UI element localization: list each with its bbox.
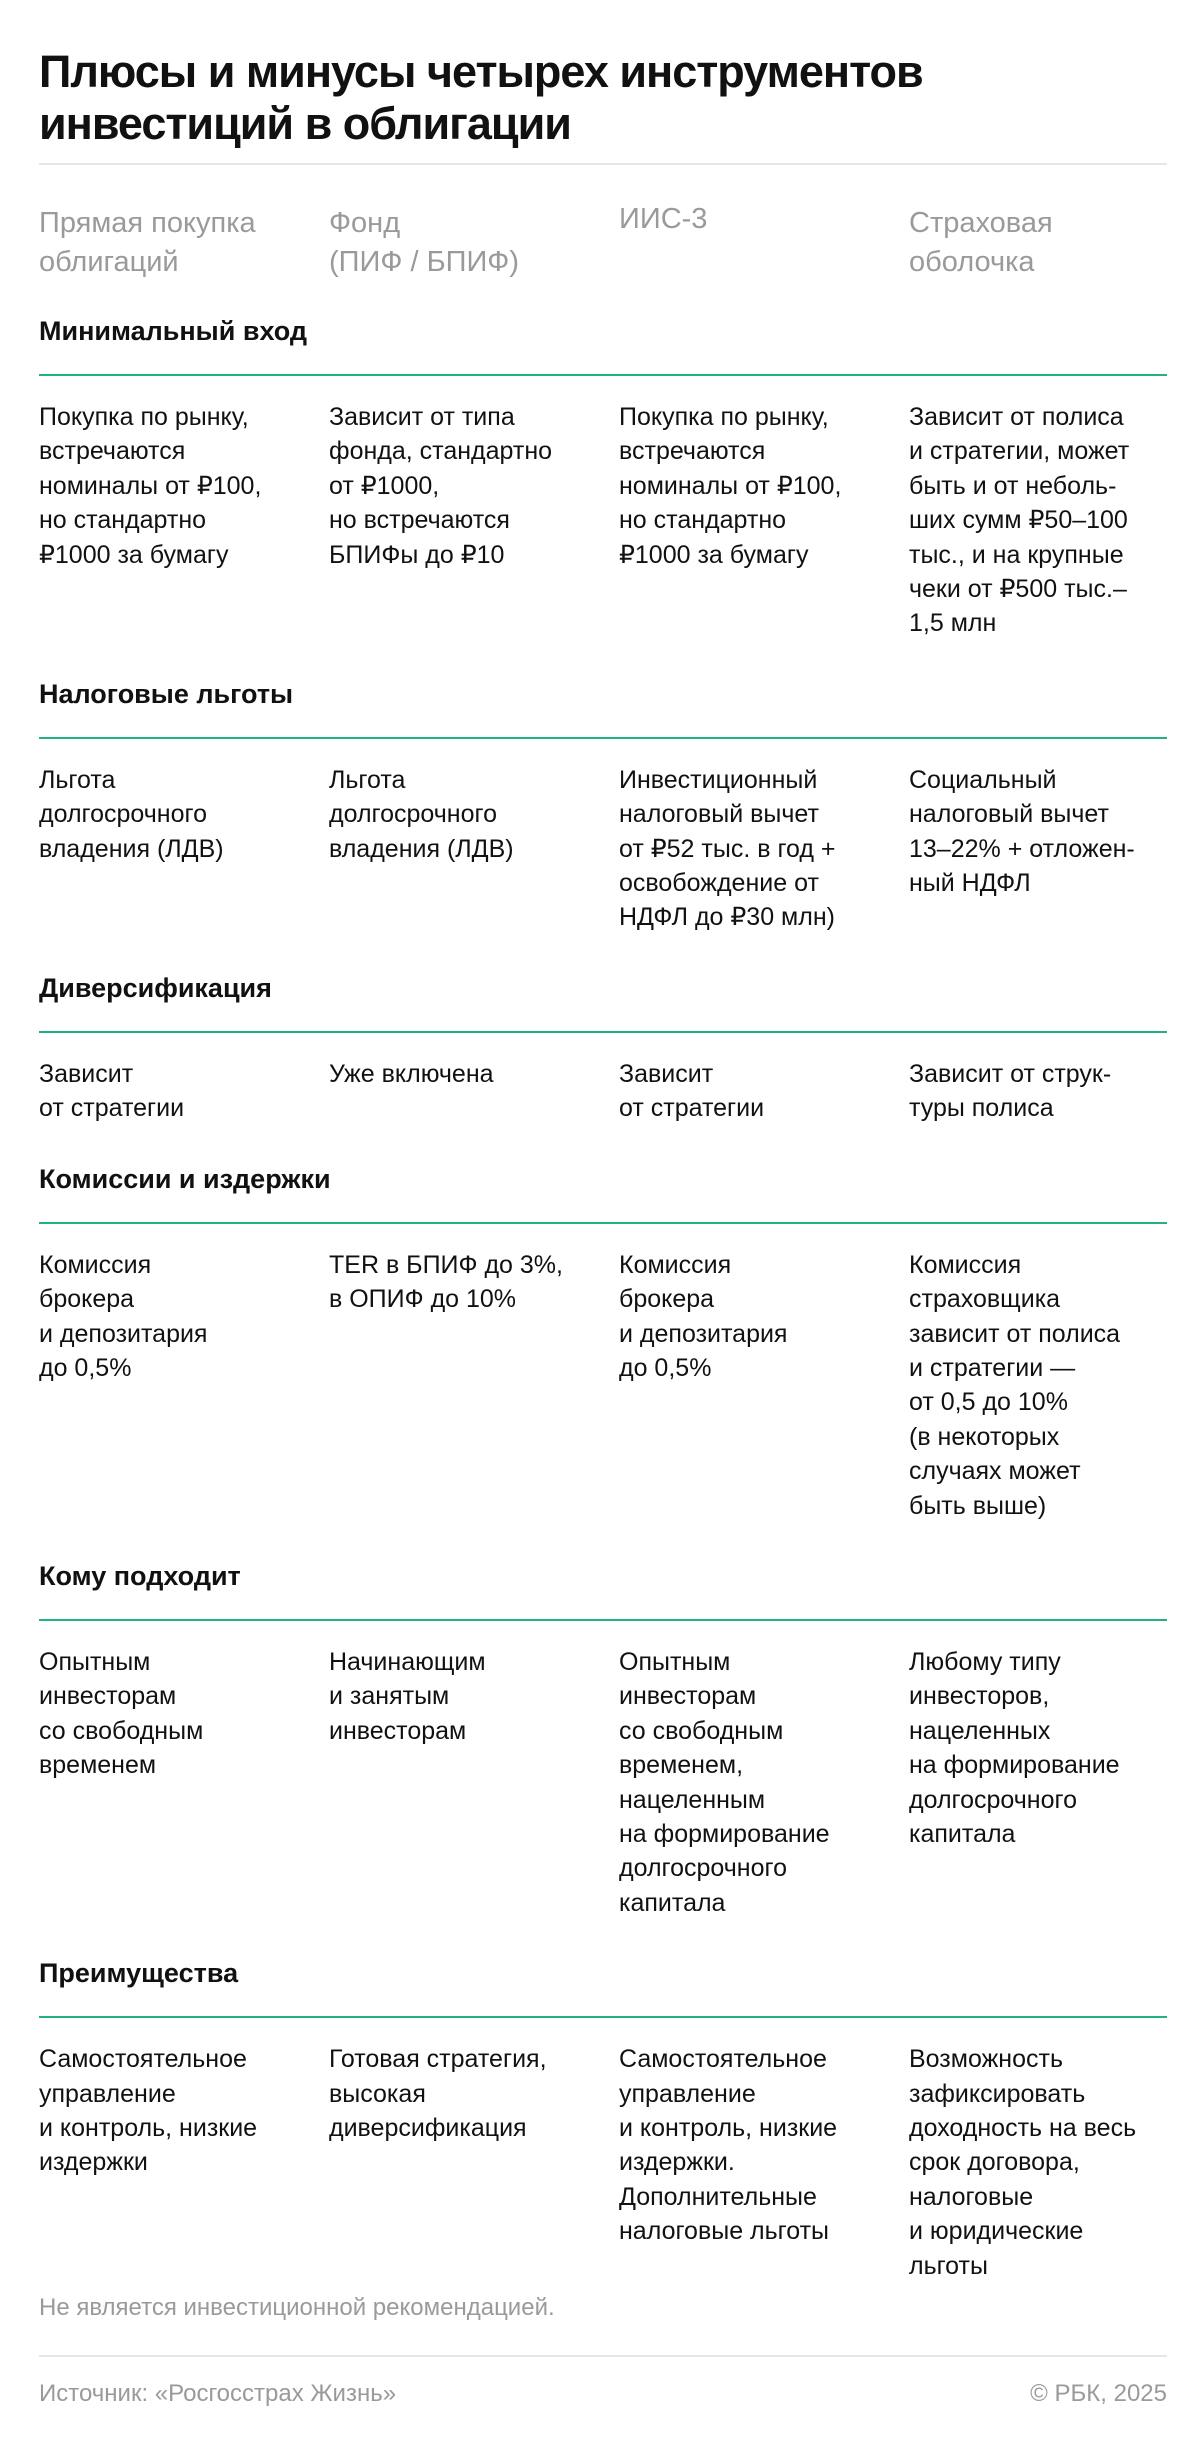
column-header-direct: Прямая покупка облигаций (39, 207, 256, 278)
column-header-fund: Фонд (ПИФ / БПИФ) (329, 207, 519, 278)
cell-fund: Льгота долгосрочного владения (ЛДВ) (329, 765, 514, 863)
cell-iis: Опытным инвесторам со свободным временем, нацеленным на формирование долгосрочного капитала (619, 1647, 830, 1917)
section (39, 1162, 1167, 1523)
cell-fund: Начинающим и занятым инвесторам (329, 1647, 486, 1745)
section-title: Преимущества (39, 1956, 1167, 2018)
page-title: Плюсы и минусы четырех инструментов инвестиций в облигации (39, 46, 923, 149)
table-row (39, 739, 1167, 935)
cell-direct: Опытным инвесторам со свободным временем (39, 1647, 204, 1780)
copyright: © РБК, 2025 (1030, 2380, 1167, 2407)
table-row (39, 376, 1167, 641)
section (39, 314, 1167, 641)
cell-direct: Зависит от стратегии (39, 1059, 185, 1123)
column-headers (39, 204, 1165, 282)
column-header-insurance: Страховая оболочка (909, 207, 1053, 278)
table-row (39, 1621, 1167, 1920)
section-title: Диверсификация (39, 971, 1167, 1033)
cell-iis: Комиссия брокера и депозитария до 0,5% (619, 1250, 788, 1382)
comparison-table (39, 314, 1167, 2319)
cell-insurance: Возможность зафиксировать доходность на весь срок договора, налоговые и юридические льготы (909, 2045, 1137, 2280)
cell-direct: Комиссия брокера и депозитария до 0,5% (39, 1250, 208, 1382)
cell-insurance: Зависит от струк- туры полиса (909, 1059, 1112, 1123)
column-header-iis: ИИС-3 (619, 203, 708, 235)
section (39, 1956, 1167, 2283)
cell-iis: Самостоятельное управление и контроль, низкие издержки. Дополнительные налоговые льготы (619, 2045, 838, 2246)
cell-insurance: Зависит от полиса и стратегии, может быть и от неболь- ших сумм ₽50–100 тыс., и на крупные чеки от ₽500 тыс.– 1,5 млн (909, 403, 1130, 638)
table-row (39, 2018, 1167, 2283)
cell-fund: Уже включена (329, 1059, 494, 1088)
divider (39, 163, 1167, 165)
table-row (39, 1033, 1167, 1126)
cell-direct: Самостоятельное управление и контроль, низкие издержки (39, 2045, 258, 2177)
cell-iis: Покупка по рынку, встречаются номиналы от ₽100, но стандартно ₽1000 за бумагу (619, 403, 842, 569)
cell-direct: Льгота долгосрочного владения (ЛДВ) (39, 765, 224, 863)
cell-insurance: Комиссия страховщика зависит от полиса и стратегии — от 0,5 до 10% (в некоторых случаях может быть выше) (909, 1250, 1121, 1520)
cell-insurance: Социальный налоговый вычет 13–22% + отложен- ный НДФЛ (909, 765, 1135, 898)
source: Источник: «Росгосстрах Жизнь» (39, 2380, 397, 2407)
section-title: Комиссии и издержки (39, 1162, 1167, 1224)
section (39, 1559, 1167, 1920)
section-title: Минимальный вход (39, 314, 1167, 376)
footer-divider (39, 2355, 1167, 2357)
cell-fund: Готовая стратегия, высокая диверсификация (329, 2045, 547, 2142)
section (39, 677, 1167, 935)
table-row (39, 1224, 1167, 1523)
footer (39, 2379, 1167, 2409)
section (39, 971, 1167, 1126)
disclaimer: Не является инвестиционной рекомендацией. (39, 2294, 555, 2321)
section-title: Налоговые льготы (39, 677, 1167, 739)
cell-direct: Покупка по рынку, встречаются номиналы от ₽100, но стандартно ₽1000 за бумагу (39, 403, 262, 569)
section-title: Кому подходит (39, 1559, 1167, 1621)
cell-iis: Зависит от стратегии (619, 1059, 765, 1123)
cell-iis: Инвестиционный налоговый вычет от ₽52 тыс. в год + освобождение от НДФЛ до ₽30 млн) (619, 765, 836, 932)
cell-insurance: Любому типу инвесторов, нацеленных на формирование долгосрочного капитала (909, 1647, 1120, 1848)
cell-fund: Зависит от типа фонда, стандартно от ₽1000, но встречаются БПИФы до ₽10 (329, 403, 553, 569)
cell-fund: TER в БПИФ до 3%, в ОПИФ до 10% (329, 1250, 563, 1314)
